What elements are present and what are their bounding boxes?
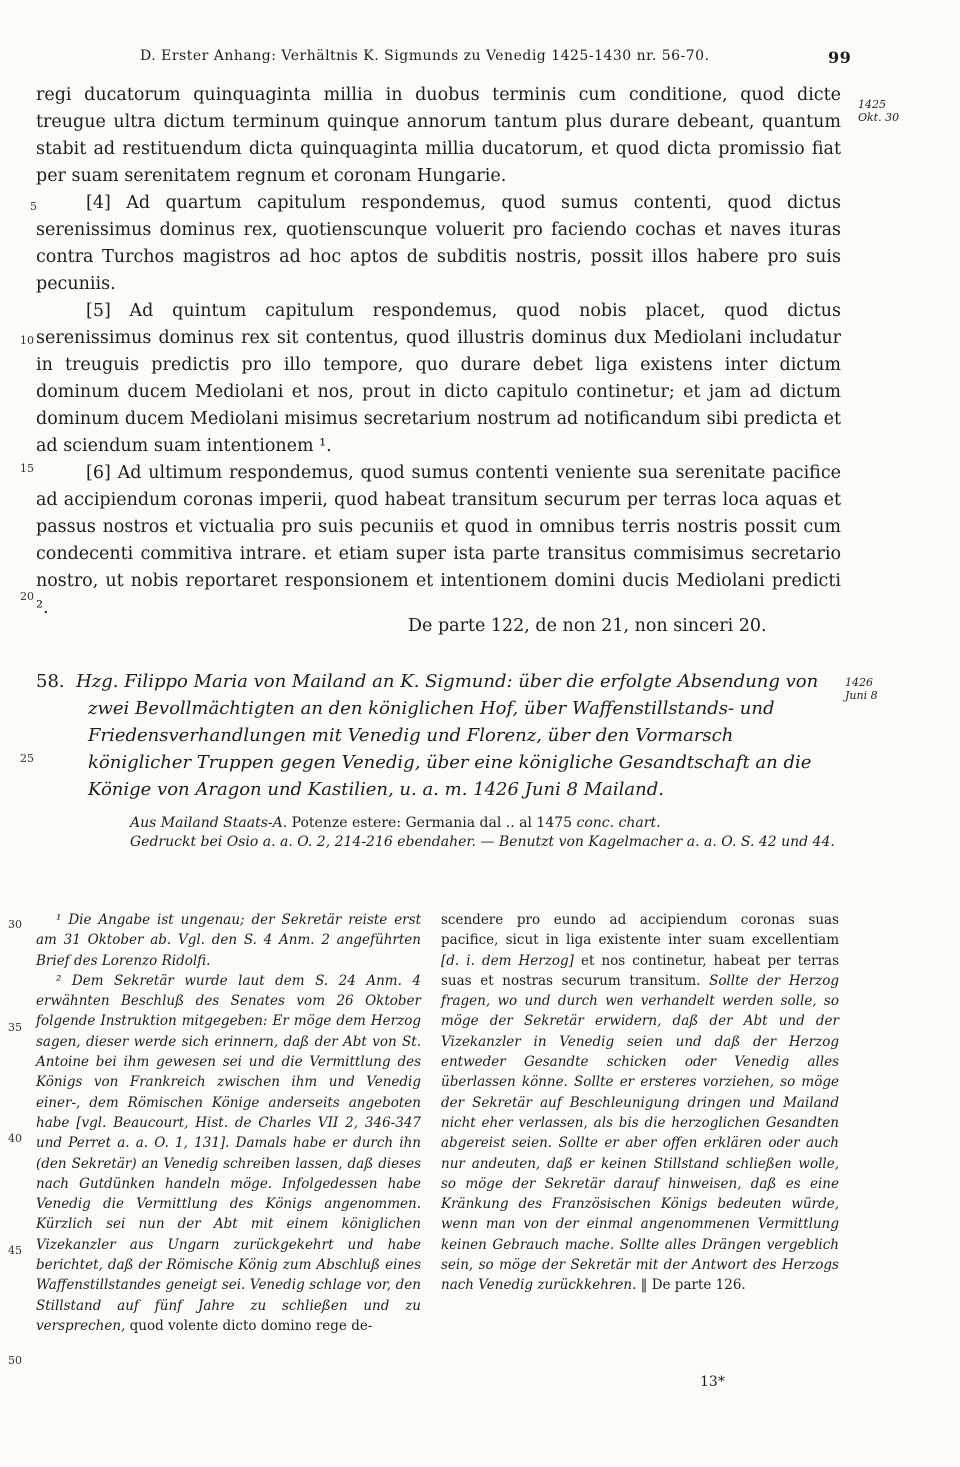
source-note [130,814,840,852]
paragraph-1: regi ducatorum quinquaginta millia in duobus terminis cum conditione, quod dicte treugue ultra dictum terminum quinque annorum tantum plus durare debeant, quantum stabit ad restituendum dicta quinquaginta millia ducatorum, et quod dicta promissio fiat per suam serenitatem regnum et coronam Hungarie. [36,85,841,186]
paragraph-4: [6] Ad ultimum respondemus, quod sumus contenti veniente sua serenitate pacifice ad accipiendum coronas imperii, quod habeat transitum securum per terras loca aquas et passus nostros et victualia pro suis pecuniis et quod in omnibus terris nostris possit cum condecenti commitiva intrare. et etiam super ista parte transitus commisimus secretario nostro, ut nobis reportaret responsionem et intentionem domini ducis Mediolani predicti ². [36,463,841,618]
line-number-35: 35 [8,1021,22,1034]
source-printed: Gedruckt bei Osio a. a. O. 2, 214-216 ebendaher. — Benutzt von Kagelmacher a. a. O. S. 42 und 44. [130,834,835,850]
main-text [36,82,841,622]
footnotes-right-column [441,910,839,1296]
margin-date-2-day: Juni 8 [845,689,878,702]
running-header [140,48,852,67]
line-number-5: 5 [30,200,37,213]
source-archive: Aus Mailand Staats-A. [130,815,288,831]
footnotes-left-column [36,910,421,1336]
footnote-1: ¹ Die Angabe ist ungenau; der Sekretär reiste erst am 31 Oktober ab. Vgl. den S. 4 Anm. 2 angeführten Brief des Lorenzo Ridolfi. [36,912,421,969]
line-number-30: 30 [8,918,22,931]
margin-date-2-year: 1426 [845,676,873,689]
printer-signature: 13* [700,1374,725,1390]
line-number-10: 10 [20,334,34,347]
margin-date-2 [845,676,878,702]
margin-date-1 [858,98,899,124]
footnote-2-summary: Sollte der Herzog fragen, wo und durch wen verhandelt werden solle, so möge der Sekretär erwidern, daß der Abt und der Vizekanzler in Venedig seien und daß der Herzog entweder Gesandte schicken oder Venedig alles überlassen könne. Sollte er ersteres vorziehen, so möge der Sekretär auf Beschleunigung dringen und Mailand nicht eher verlassen, als bis die herzoglichen Gesandten abgereist seien. Sollte er aber offen erklären oder auch nur andeuten, daß er keinen Stillstand schließen wolle, so möge der Sekretär darauf hinweisen, daß es eine Kränkung des Französischen Königs bedeuten würde, wenn man von der einmal angenommenen Vermittlung keinen Gebrauch mache. Sollte alles Drängen vergeblich sein, so möge der Sekretär mit der Antwort des Herzogs nach Venedig zurückkehren. [441,972,839,1294]
document-number: 58. [36,671,65,692]
paragraph-3: [5] Ad quintum capitulum respondemus, quod nobis placet, quod dictus serenissimus dominus rex sit contentus, quod illustris dominus dux Mediolani includatur in treuguis predictis pro illo tempore, quo durare debet liga existens inter dictum dominum ducem Mediolani et nos, prout in dicto capitulo continetur; et jam ad dictum dominum ducem Mediolani misimus secretarium nostrum ad notificandum sibi predicta et ad sciendum suam intentionem ¹. [36,301,841,456]
footnote-2-quote: quod volente dicto domino rege de- [129,1317,373,1334]
footnote-2-latin-a: scendere pro eundo ad accipiendum coronas suas pacifice, sicut in liga existente inter suam excellentiam [441,912,839,949]
line-number-25: 25 [20,752,34,765]
footnote-2-editorial: [d. i. dem Herzog] [441,952,574,969]
page-number: 99 [828,48,852,67]
footnote-2-vote: ‖ De parte 126. [640,1277,746,1294]
running-title: D. Erster Anhang: Verhältnis K. Sigmunds zu Venedig 1425-1430 nr. 56-70. [140,48,710,64]
footnote-2 [36,971,421,1336]
line-number-15: 15 [20,462,34,475]
margin-date-1-year: 1425 [858,98,886,111]
line-number-40: 40 [8,1132,22,1145]
line-number-45: 45 [8,1244,22,1257]
footnote-2-text: ² Dem Sekretär wurde laut dem S. 24 Anm. 4 erwähnten Beschluß des Senates vom 26 Oktober folgende Instruktion mitgegeben: Er möge dem Herzog sagen, dieser werde sich erinnern, daß der Abt von St. Antoine bei ihm gewesen sei und die Vermittlung des Königs von Frankreich zwischen ihm und Venedig einer-, dem Römischen Könige anderseits angeboten habe [vgl. Beaucourt, Hist. de Charles VII 2, 346-347 und Perret a. a. O. 1, 131]. Damals habe er durch ihn (den Sekretär) an Venedig schreiben lassen, daß dieses nach Gutdünken handeln möge. Infolgedessen habe Venedig die Vermittlung des Königs angenommen. Kürzlich sei nun der Abt mit einem königlichen Vizekanzler aus Ungarn zurückgekehrt und habe berichtet, daß der Römische König zum Abschluß eines Waffenstillstandes geneigt sei. Venedig schlage vor, den Stillstand auf fünf Jahre zu schließen und zu versprechen, [36,972,421,1334]
vote-result: De parte 122, de non 21, non sinceri 20. [408,616,767,636]
source-archive-tail: conc. chart. [576,815,661,831]
document-regest [36,668,841,803]
paragraph-2: [4] Ad quartum capitulum respondemus, quod sumus contenti, quod dictus serenissimus dominus rex, quotienscunque voluerit pro faciendo cochas et naves ituras contra Turchos magistros ad hoc aptos de subditis nostris, possit illos habere pro suis pecuniis. [36,193,841,294]
line-number-50: 50 [8,1354,22,1367]
source-archive-collection: Potenze estere: Germania dal .. al 1475 [291,815,573,831]
line-number-20: 20 [20,590,34,603]
margin-date-1-day: Okt. 30 [858,111,900,124]
footnote-2-continued [441,910,839,1296]
regest-text: Hzg. Filippo Maria von Mailand an K. Sigmund: über die erfolgte Absendung von zwei Bevollmächtigten an den königlichen Hof, über Waffenstillstands- und Friedensverhandlungen mit Venedig und Florenz, über den Vormarsch königlicher Truppen gegen Venedig, über eine königliche Gesandtschaft an die Könige von Aragon und Kastilien, u. a. m. 1426 Juni 8 Mailand. [76,671,819,800]
footnote-2-latin-b: et nos continetur, habeat per terras suas et nostras securum transitum. [441,952,839,989]
